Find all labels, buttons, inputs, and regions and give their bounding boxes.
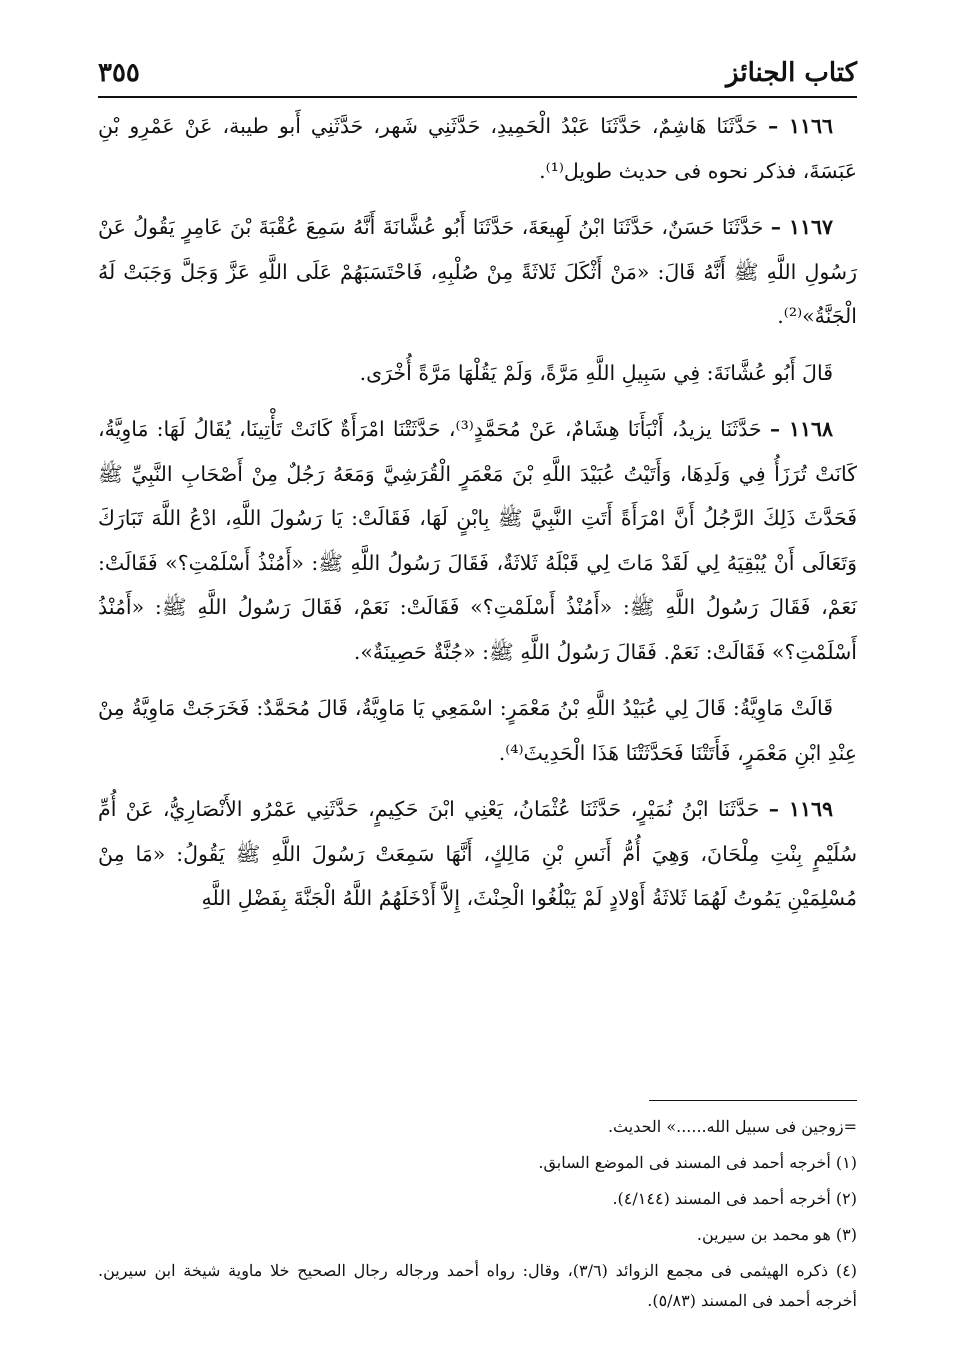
hadith-text: حَدَّثَنَا حَسَنٌ، حَدَّثَنَا ابْنُ لَهِيعَةَ، حَدَّثَنَا أَبُو عُشَّانَةَ أَنَّهُ سَمِعَ عُقْبَةَ بْنَ عَامِرٍ يَقُولُ عَنْ رَسُولِ اللَّهِ ﷺ أَنَّهُ قَالَ: «مَنْ أَثْكَلَ ثَلاثَةً مِنْ صُلْبِهِ، فَاحْتَسَبَهُمْ عَلَى اللَّهِ عَزَّ وَجَلَّ وَجَبَتْ لَهُ الْجَنَّةُ»⁽²⁾. [98,215,857,328]
footnotes [98,1112,857,1322]
footnote-1: (١) أخرجه أحمد فى المسند فى الموضع السابق. [538,1153,857,1172]
hadith-number: ١١٦٧ – [770,215,833,239]
hadith-paragraph [98,407,857,674]
hadith-paragraph [98,104,857,193]
running-title: كتاب الجنائز [726,58,857,88]
main-text [98,104,857,933]
footnote-rule [649,1100,857,1101]
hadith-paragraph [98,787,857,921]
commentary-paragraph [98,351,857,396]
hadith-number: ١١٦٨ – [769,417,834,441]
hadith-text: حَدَّثَنَا هَاشِمٌ، حَدَّثَنَا عَبْدُ الْحَمِيدِ، حَدَّثَنِي شَهر، حَدَّثَنِي أَبو طيبة، عَنْ عَمْرِو بْنِ عَبَسَةَ، فذكر نحوه فى حديث طويل⁽¹⁾. [98,114,857,183]
hadith-paragraph [98,205,857,339]
page-number: ٣٥٥ [98,58,140,88]
footnote-continuation: =زوجين فى سبيل الله......» الحديث. [607,1117,857,1136]
footnote-2: (٢) أخرجه أحمد فى المسند (٤/١٤٤). [612,1189,857,1208]
hadith-text: حَدَّثَنَا يزيدُ، أَنْبَأَنَا هِشَامٌ، عَنْ مُحَمَّدٍ⁽³⁾، حَدَّثَتْنَا امْرَأَةٌ كَانَتْ تَأْتِينَا، يُقَالُ لَهَا: مَاوِيَّةُ، كَانَتْ تُرَزَأُ فِي وَلَدِهَا، وَأَتَيْتُ عُبَيْدَ اللَّهِ بْنَ مَعْمَرٍ الْقُرَشِيَّ وَمَعَهُ رَجُلٌ مِنْ أَصْحَابِ النَّبِيِّ ﷺ فَحَدَّثَ ذَلِكَ الرَّجُلُ أَنَّ امْرَأَةً أَتَتِ النَّبِيَّ ﷺ بِابْنٍ لَهَا، فَقَالَتْ: يَا رَسُولَ اللَّهِ، ادْعُ اللَّهَ تَبَارَكَ وَتَعَالَى أَنْ يُبْقِيَهُ لِي لَقَدْ مَاتَ لِي قَبْلَهُ ثَلاثَةٌ، فَقَالَ رَسُولُ اللَّهِ ﷺ: «أَمُنْذُ أَسْلَمْتِ؟» فَقَالَتْ: نَعَمْ، فَقَالَ رَسُولُ اللَّهِ ﷺ: «أَمُنْذُ أَسْلَمْتِ؟» فَقَالَتْ: نَعَمْ، فَقَالَ رَسُولُ اللَّهِ ﷺ: «أَمُنْذُ أَسْلَمْتِ؟» فَقَالَتْ: نَعَمْ. فَقَالَ رَسُولُ اللَّهِ ﷺ: «جُنَّةٌ حَصِينَةٌ». [98,417,857,664]
footnote-4: (٤) ذكره الهيثمى فى مجمع الزوائد (٣/٦)، وقال: رواه أحمد ورجاله رجال الصحيح خلا ماوية شيخة ابن سيرين. أخرجه أحمد فى المسند (٥/٨٣). [98,1261,857,1310]
hadith-number: ١١٦٩ – [768,797,833,821]
footnote-3: (٣) هو محمد بن سيرين. [696,1225,857,1244]
commentary-paragraph [98,686,857,775]
header-rule [98,96,857,98]
commentary-text: قَالَ أَبُو عُشَّانَةَ: فِي سَبِيلِ اللَّهِ مَرَّةً، وَلَمْ يَقُلْهَا مَرَّةً أُخْرَى. [359,360,833,385]
page-header [98,48,857,88]
hadith-text: حَدَّثَنَا ابْنُ نُمَيْرٍ، حَدَّثَنَا عُثْمَانُ، يَعْنِي ابْنَ حَكِيمٍ، حَدَّثَنِي عَمْرُو الأَنْصَارِيُّ، عَنْ أُمِّ سُلَيْمٍ بِنْتِ مِلْحَانَ، وَهِيَ أُمُّ أَنَسِ بْنِ مَالِكٍ، أَنَّهَا سَمِعَتْ رَسُولَ اللَّهِ ﷺ يَقُولُ: «مَا مِنْ مُسْلِمَيْنِ يَمُوتُ لَهُمَا ثَلاثَةُ أَوْلادٍ لَمْ يَبْلُغُوا الْحِنْثَ، إِلاَّ أَدْخَلَهُمُ اللَّهُ الْجَنَّةَ بِفَضْلِ اللَّهِ [98,797,857,910]
commentary-text: قَالَتْ مَاوِيَّةُ: قَالَ لِي عُبَيْدُ اللَّهِ بْنُ مَعْمَرٍ: اسْمَعِي يَا مَاوِيَّةُ، قَالَ مُحَمَّدٌ: فَخَرَجَتْ مَاوِيَّةُ مِنْ عِنْدِ ابْنِ مَعْمَرٍ، فَأَتَتْنَا فَحَدَّثَتْنَا هَذَا الْحَدِيثَ⁽⁴⁾. [98,696,857,765]
hadith-number: ١١٦٦ – [768,114,833,138]
